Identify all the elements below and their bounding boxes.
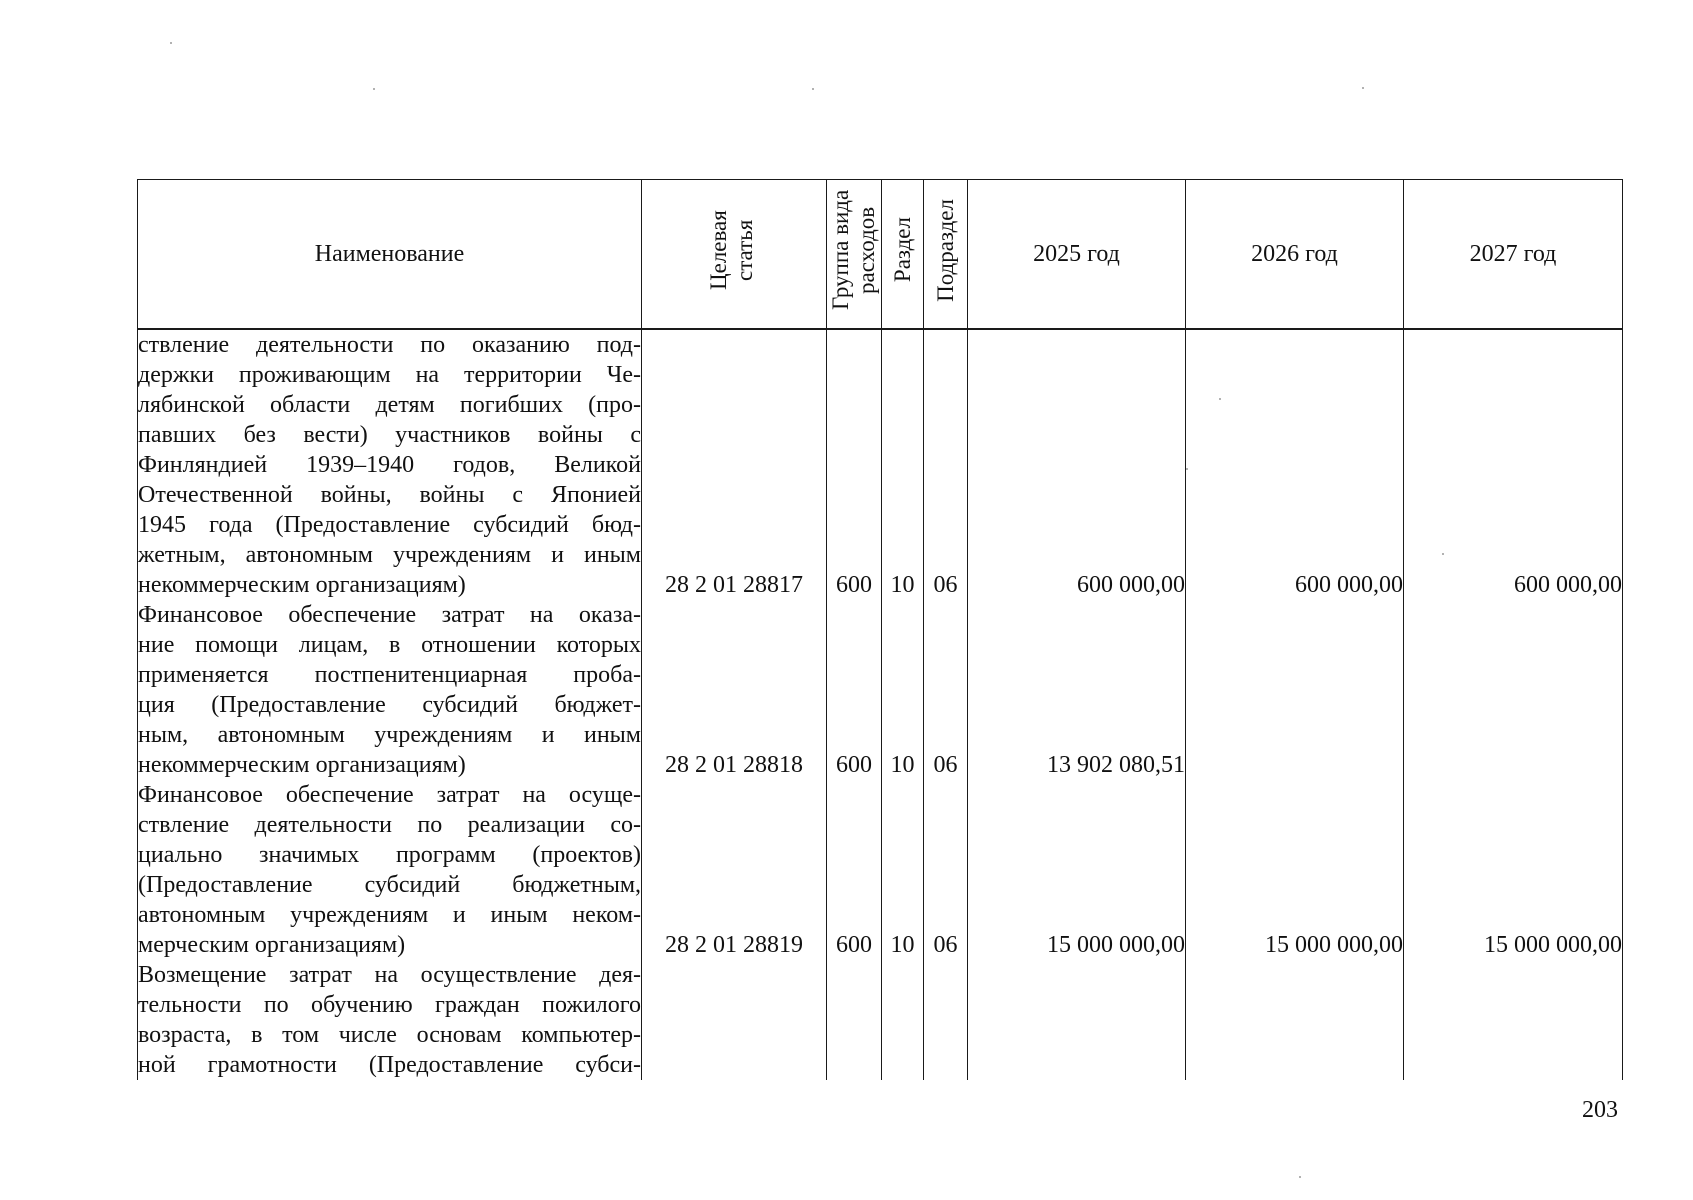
name-line: ствление деятельности по реализации со- [138,812,641,838]
name-line: ние помощи лицам, в отношении которых [138,632,641,658]
scan-speck [1299,1176,1301,1178]
name-line: ция (Предоставление субсидий бюджет- [138,692,641,718]
name-line: возраста, в том числе основам компьютер- [138,1022,641,1048]
name-line: некоммерческим организациям) [138,752,466,778]
table-row [138,329,1623,600]
cell-section: 10 [882,780,924,960]
name-line: жетным, автономным учреждениям и иным [138,542,641,568]
cell-2027: 600 000,00 [1404,329,1623,600]
table-body [138,329,1623,1080]
cell-expense-group [827,960,882,1080]
name-line: Возмещение затрат на осуществление дея- [138,962,641,988]
scan-speck [373,88,375,90]
header-target-article: Целевая статья [642,180,827,330]
name-line: ной грамотности (Предоставление субси- [138,1052,641,1078]
page-number: 203 [1582,1097,1618,1123]
cell-2027 [1404,960,1623,1080]
cell-2026 [1186,960,1404,1080]
table-row [138,600,1623,780]
name-line: Финансовое обеспечение затрат на оказа- [138,602,641,628]
name-line: мерческим организациям) [138,932,406,958]
name-line: автономным учреждениям и иным неком- [138,902,641,928]
header-2026: 2026 год [1186,180,1404,330]
name-line: (Предоставление субсидий бюджетным, [138,872,641,898]
cell-section: 10 [882,600,924,780]
cell-name [138,780,642,960]
cell-2027: 15 000 000,00 [1404,780,1623,960]
name-line: лябинской области детям погибших (про- [138,392,641,418]
cell-2026 [1186,600,1404,780]
cell-name [138,329,642,600]
name-line: Отечественной войны, войны с Японией [138,482,641,508]
name-line: применяется постпенитенциарная проба- [138,662,641,688]
budget-table [137,179,1623,1080]
cell-expense-group: 600 [827,780,882,960]
cell-2025: 15 000 000,00 [968,780,1186,960]
header-expense-group: Группа вида расходов [827,180,882,330]
header-2027: 2027 год [1404,180,1623,330]
name-line: ным, автономным учреждениям и иным [138,722,641,748]
name-line: Финансовое обеспечение затрат на осуще- [138,782,641,808]
cell-target-article: 28 2 01 28818 [642,600,827,780]
cell-target-article: 28 2 01 28817 [642,329,827,600]
header-2025: 2025 год [968,180,1186,330]
cell-subsection: 06 [924,329,968,600]
cell-2026: 15 000 000,00 [1186,780,1404,960]
cell-2025 [968,960,1186,1080]
name-line: держки проживающим на территории Че- [138,362,641,388]
name-line: ствление деятельности по оказанию под- [138,332,641,358]
cell-section [882,960,924,1080]
cell-subsection: 06 [924,600,968,780]
cell-section: 10 [882,329,924,600]
name-line: циально значимых программ (проектов) [138,842,641,868]
cell-2027 [1404,600,1623,780]
cell-target-article [642,960,827,1080]
name-line: тельности по обучению граждан пожилого [138,992,641,1018]
header-name: Наименование [138,180,642,330]
cell-expense-group: 600 [827,600,882,780]
table-header-row [138,180,1623,330]
name-line: некоммерческим организациям) [138,572,466,598]
header-subsection: Подраздел [924,180,968,330]
cell-target-article: 28 2 01 28819 [642,780,827,960]
cell-name [138,960,642,1080]
cell-subsection: 06 [924,780,968,960]
cell-2026: 600 000,00 [1186,329,1404,600]
scan-speck [170,42,172,44]
name-line: 1945 года (Предоставление субсидий бюд- [138,512,641,538]
scan-speck [1362,87,1364,89]
cell-2025: 13 902 080,51 [968,600,1186,780]
table-row [138,960,1623,1080]
table-row [138,780,1623,960]
cell-expense-group: 600 [827,329,882,600]
name-line: павших без вести) участников войны с [138,422,641,448]
name-line: Финляндией 1939–1940 годов, Великой [138,452,641,478]
scan-speck [812,88,814,90]
cell-name [138,600,642,780]
header-section: Раздел [882,180,924,330]
cell-2025: 600 000,00 [968,329,1186,600]
cell-subsection [924,960,968,1080]
